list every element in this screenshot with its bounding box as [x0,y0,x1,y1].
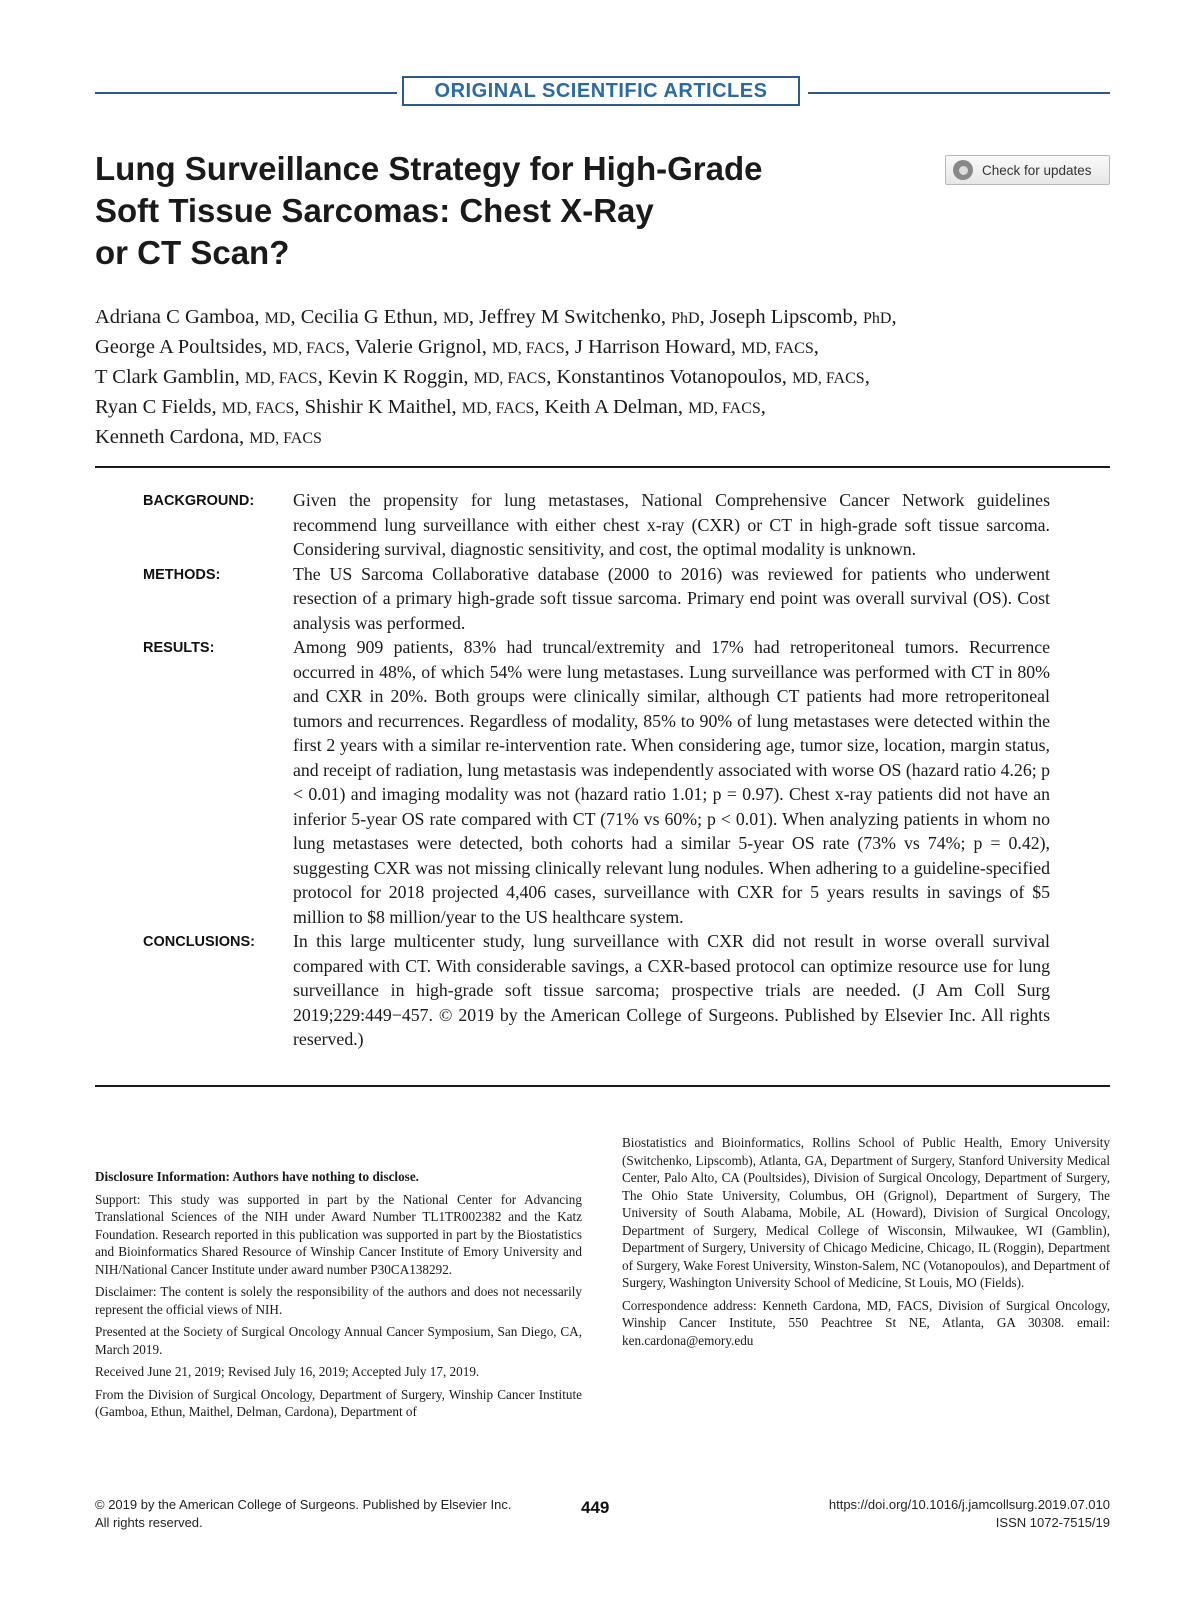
title-line: Lung Surveillance Strategy for High-Grade [95,150,763,187]
check-for-updates-label: Check for updates [982,162,1092,178]
author-degree: MD, FACS [792,370,865,387]
correspondence-text: Correspondence address: Kenneth Cardona, MD, FACS, Division of Surgical Oncology, Winship Cancer Institute, 550 Peachtree St NE, Atlanta, GA 30308. email: ken.cardona@emory.edu [622,1297,1110,1348]
author-name: Kenneth Cardona, [95,426,250,448]
received-dates: Received June 21, 2019; Revised July 16, 2019; Accepted July 17, 2019. [95,1364,480,1379]
abstract-text: The US Sarcoma Collaborative database (2000 to 2016) was reviewed for patients who underwent resection of a primary high-grade soft tissue sarcoma. Primary end point was overall survival (OS). Cost analysis was performed. [293,563,1050,633]
abstract-section [143,562,1110,636]
support-note: Support: This study was supported in part by the National Center for Advancing Translational Sciences of the NIH under Award Number TL1TR002382 and the Katz Foundation. Research reported in this publication was supported in part by the Biostatistics and Bioinformatics Shared Resource of Winship Cancer Institute of Emory University and NIH/National Cancer Institute under award number P30CA138292. [95,1191,582,1277]
author-degree: MD, FACS [688,400,761,417]
disclosure: Disclosure Information: Authors have nothing to disclose. [95,1169,419,1184]
author-name: , Valerie Grignol, [344,336,492,358]
author-name: , Jeffrey M Switchenko, [468,306,672,328]
author-line [95,363,1110,393]
footer-left [95,1496,511,1532]
disclaimer: Disclaimer: The content is solely the responsibility of the authors and does not necessarily represent the official views of NIH. [95,1284,582,1317]
header-rule-right [808,92,1110,94]
author-degree: PhD [863,310,892,327]
abstract-bottom-rule [95,1085,1110,1087]
author-degree: MD [443,310,469,327]
abstract [143,488,1110,1052]
author-name: Adriana C Gamboa, [95,306,265,328]
abstract-section [143,635,1110,929]
article-title [95,148,895,274]
abstract-text: Given the propensity for lung metastases, National Comprehensive Cancer Network guidelines recommend lung surveillance with either chest x-ray (CXR) or CT in high-grade soft tissue sarcoma. Considering survival, diagnostic sensitivity, and cost, the optimal modality is unknown. [293,490,1050,559]
author-degree: MD, FACS [249,430,322,447]
page-number: 449 [581,1498,610,1517]
author-name: , Keith A Delman, [534,396,689,418]
author-name: T Clark Gamblin, [95,366,245,388]
author-degree: PhD [671,310,700,327]
author-name: , Konstantinos Votanopoulos, [546,366,793,388]
check-for-updates-button[interactable] [945,155,1110,185]
abstract-label: METHODS: [143,566,221,583]
issn: ISSN 1072-7515/19 [995,1515,1110,1530]
title-line: or CT Scan? [95,234,290,271]
abstract-text: Among 909 patients, 83% had truncal/extremity and 17% had retroperitoneal tumors. Recurrence occurred in 48%, of which 54% were lung metastases. Lung surveillance was performed with CT in 80% and CXR in 20%. Both groups were clinically similar, although CT patients had more retroperitoneal tumors and recurrences. Regardless of modality, 85% to 90% of lung metastases were detected within the first 2 years with a similar re-intervention rate. When considering age, tumor size, location, margin status, and receipt of radiation, lung metastasis was independently associated with worse OS (hazard ratio 4.26; p < 0.01) and imaging modality was not (hazard ratio 1.01; p = 0.97). Chest x-ray patients did not have an inferior 5-year OS rate compared with CT (71% vs 60%; p < 0.01). When analyzing patients in whom no lung metastases were detected, both cohorts had a similar 5-year OS rate (73% vs 74%; p = 0.42), suggesting CXR was not missing clinically relevant lung nodules. When adhering to a guideline-specified protocol for 2018 projected 4,406 cases, surveillance with CXR for 5 years results in savings of $5 million to $8 million/year to the US healthcare system. [293,637,1050,927]
author-degree: MD, FACS [221,400,295,417]
author-line [95,303,1110,333]
author-degree: MD, FACS [244,370,318,387]
copyright: © 2019 by the American College of Surgeons. Published by Elsevier Inc. [95,1497,512,1512]
author-name: , Kevin K Roggin, [317,366,474,388]
abstract-top-rule [95,466,1110,468]
abstract-label: CONCLUSIONS: [143,934,255,950]
correspondence [622,1297,1110,1350]
author-degree: MD, FACS [473,370,547,387]
author-line [95,333,1110,363]
header-rule-left [95,92,397,94]
author-name: , [813,336,819,358]
author-line [95,393,1110,423]
author-name: , Cecilia G Ethun, [290,306,444,328]
author-degree: MD [264,310,291,327]
abstract-section [143,488,1110,562]
author-name: George A Poultsides, [95,336,273,358]
author-name: , [864,366,870,388]
doi-link[interactable]: https://doi.org/10.1016/j.jamcollsurg.2019.07.010 [828,1497,1110,1512]
footnotes-right [622,1134,1110,1354]
section-header [95,76,1110,110]
abstract-label: RESULTS: [143,640,215,656]
author-name: , [760,396,766,418]
abstract-label: BACKGROUND: [143,493,255,509]
rights: All rights reserved. [95,1515,203,1530]
author-degree: MD, FACS [272,340,345,357]
author-name: , Shishir K Maithel, [294,396,462,418]
author-name: , [891,306,897,328]
affiliations: Biostatistics and Bioinformatics, Rollins School of Public Health, Emory University (Switchenko, Lipscomb), Atlanta, GA, Department of Surgery, Stanford University Medical Center, Palo Alto, CA (Poultsides), Division of Surgical Oncology, Department of Surgery, The Ohio State University, Columbus, OH (Grignol), Department of Surgery, The University of South Alabama, Mobile, AL (Howard), Division of Surgical Oncology, Department of Surgery, Medical College of Wisconsin, Milwaukee, WI (Gamblin), Department of Surgery, University of Chicago Medicine, Chicago, IL (Roggin), Department of Surgery, Wake Forest University, Winston-Salem, NC (Votanopoulos), and Department of Surgery, Washington University School of Medicine, St Louis, MO (Fields). [622,1135,1110,1290]
abstract-text: In this large multicenter study, lung surveillance with CXR did not result in worse overall survival compared with CT. With considerable savings, a CXR-based protocol can optimize resource use for lung surveillance in high-grade soft tissue sarcoma; prospective trials are needed. (J Am Coll Surg 2019;229:449−457. © 2019 by the American College of Surgeons. Published by Elsevier Inc. All rights reserved.) [293,931,1050,1049]
author-degree: MD, FACS [461,400,535,417]
footer-right [829,1496,1110,1532]
author-degree: MD, FACS [741,340,814,357]
author-line [95,423,1110,453]
title-line: Soft Tissue Sarcomas: Chest X-Ray [95,192,654,229]
presented-note: Presented at the Society of Surgical Oncology Annual Cancer Symposium, San Diego, CA, March 2019. [95,1324,582,1357]
author-degree: MD, FACS [492,340,565,357]
crossmark-icon [953,160,973,180]
author-name: , Joseph Lipscomb, [699,306,863,328]
affiliation-start: From the Division of Surgical Oncology, Department of Surgery, Winship Cancer Institute (Gamboa, Ethun, Maithel, Delman, Cardona), Department of [95,1386,582,1419]
section-label: ORIGINAL SCIENTIFIC ARTICLES [402,76,800,106]
author-list [95,303,1110,453]
footnotes-left [95,1168,582,1426]
abstract-section [143,929,1110,1052]
author-name: Ryan C Fields, [95,396,222,418]
author-name: , J Harrison Howard, [564,336,742,358]
